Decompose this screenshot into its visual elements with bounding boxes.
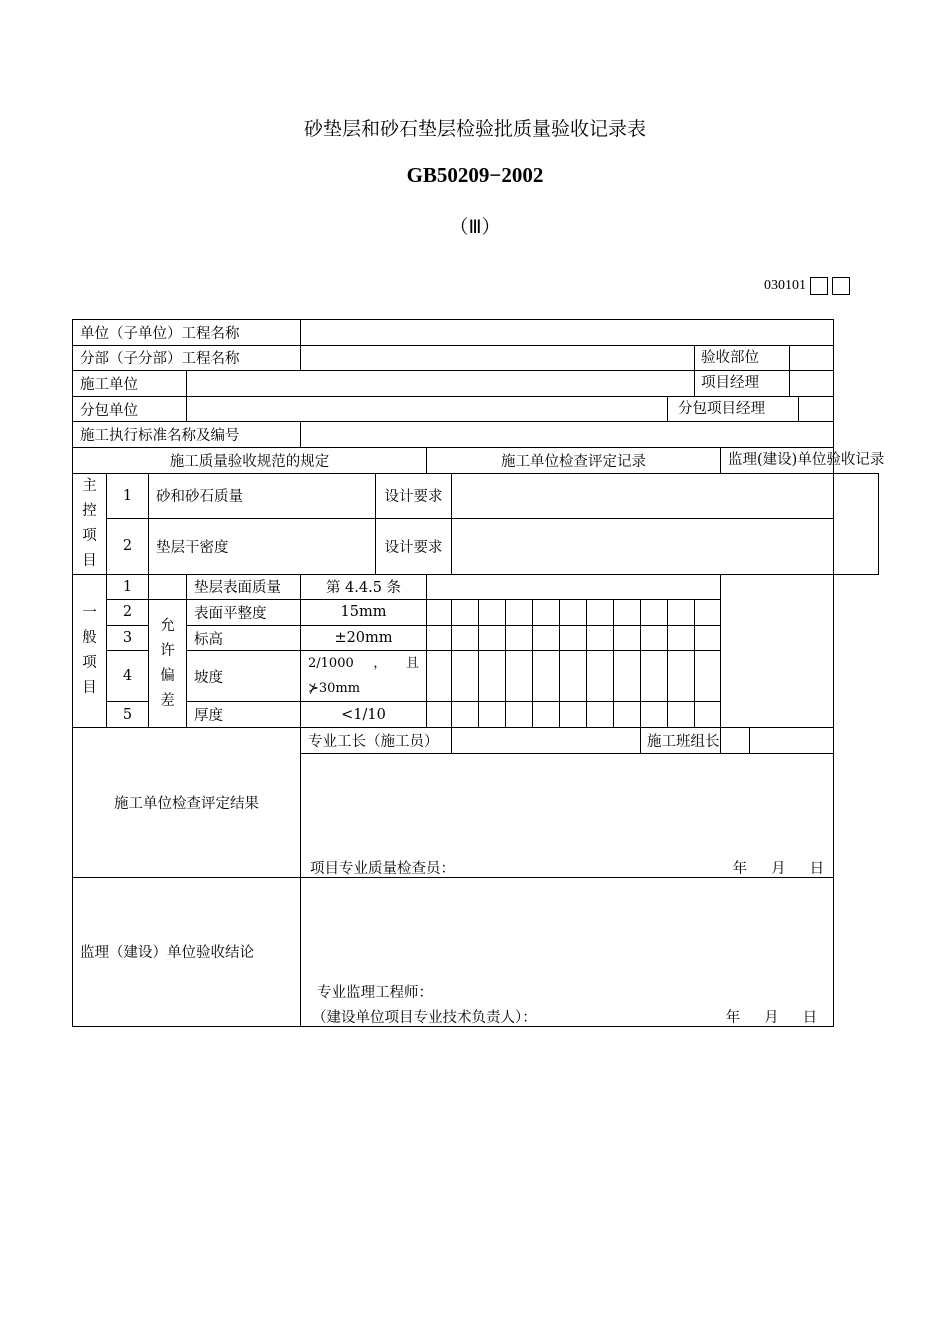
measure-cell[interactable] [533,702,560,728]
measure-cell[interactable] [479,625,506,651]
measure-cell[interactable] [479,702,506,728]
measure-cell[interactable] [427,625,452,651]
measure-cell[interactable] [506,625,533,651]
measure-cell[interactable] [560,651,587,702]
item-requirement: 15mm [301,600,427,626]
document-number-text: 030101 [764,278,806,293]
measure-cell[interactable] [452,600,479,626]
check-record-value[interactable] [452,473,834,518]
date-month: 月 [771,860,786,877]
measure-cell[interactable] [560,625,587,651]
engineer-label: 专业监理工程师： [317,984,433,1001]
measure-cell[interactable] [587,651,614,702]
sub-project-label: 分部（子分部）工程名称 [73,345,301,371]
item-requirement: 第 4.4.5 条 [301,574,427,600]
item-requirement: 设计要求 [376,519,452,575]
sub-project-manager-value[interactable] [799,397,833,422]
item-name: 砂和砂石质量 [149,473,376,518]
empty-cell [149,574,187,600]
measure-cell[interactable] [695,625,721,651]
project-manager-value[interactable] [790,371,833,396]
owner-label: （建设单位项目专业技术负责人）： [312,1009,537,1026]
inspector-label: 项目专业质量检查员： [310,860,455,877]
sub-project-manager-cell [668,396,834,422]
date-day: 日 [809,860,825,877]
date-month: 月 [764,1009,779,1026]
foreman-label: 专业工长（施工员） [301,727,452,753]
measure-cell[interactable] [533,625,560,651]
owner-date [702,1006,818,1027]
inspection-form-table [72,319,885,1027]
measure-cell[interactable] [427,600,452,626]
measure-cell[interactable] [533,600,560,626]
measure-cell[interactable] [695,600,721,626]
item-name: 厚度 [187,702,301,728]
project-manager-label: 项目经理 [695,371,790,396]
measure-cell[interactable] [479,651,506,702]
item-no: 3 [107,625,149,651]
measure-cell[interactable] [614,625,641,651]
supervision-record-value[interactable] [721,574,834,727]
tolerance-char: 许 [160,642,175,659]
document-number [764,277,850,295]
measure-cell[interactable] [641,625,668,651]
standard-value[interactable] [301,422,834,448]
measure-cell[interactable] [614,600,641,626]
tolerance-char: 允 [160,617,175,634]
check-record-value[interactable] [452,519,834,575]
inspector-date [709,857,825,878]
item-no: 4 [107,651,149,702]
accept-part-value[interactable] [790,346,833,371]
item-no: 1 [107,574,149,600]
subcontract-unit-value[interactable] [187,396,668,422]
measure-cell[interactable] [560,600,587,626]
sub-project-value[interactable] [301,345,695,371]
spec-header: 施工质量验收规范的规定 [73,447,427,473]
inspector-signature-line [310,857,824,878]
measure-cell[interactable] [587,625,614,651]
doc-number-box[interactable] [832,277,850,295]
construct-unit-label: 施工单位 [73,371,187,397]
date-year: 年 [732,860,748,877]
supervision-conclusion-value[interactable] [301,877,834,1026]
item-no: 1 [107,473,149,518]
measure-cell[interactable] [587,600,614,626]
measure-cell[interactable] [695,651,721,702]
main-control-group-label [73,473,107,574]
tolerance-char: 差 [160,692,175,709]
measure-cell[interactable] [506,651,533,702]
main-control-char: 项 [82,527,97,544]
measure-cell[interactable] [695,702,721,728]
measure-cell[interactable] [641,651,668,702]
supervision-record-value[interactable] [834,473,879,574]
construct-result-value[interactable] [301,753,834,877]
measure-cell[interactable] [668,625,695,651]
form-part: （Ⅲ） [449,216,501,238]
measure-cell[interactable] [479,600,506,626]
subcontract-unit-label: 分包单位 [73,396,187,422]
slope-req-and: 且 [405,656,419,672]
measure-cell[interactable] [668,651,695,702]
unit-project-value[interactable] [301,320,834,346]
item-name: 表面平整度 [187,600,301,626]
construct-result-label: 施工单位检查评定结果 [73,727,301,877]
accept-part-label: 验收部位 [695,346,790,371]
general-char: 般 [82,629,97,646]
item-name: 标高 [187,625,301,651]
date-year: 年 [725,1009,741,1026]
team-leader-label: 施工班组长 [641,727,721,753]
measure-cell[interactable] [506,600,533,626]
form-title: 砂垫层和砂石垫层检验批质量验收记录表 [303,118,646,140]
foreman-value[interactable] [452,727,641,753]
construct-unit-value[interactable] [187,371,695,397]
measure-cell[interactable] [614,702,641,728]
measure-cell[interactable] [614,651,641,702]
measure-cell[interactable] [641,600,668,626]
slope-req-limit: ⊁30mm [308,681,361,697]
main-control-char: 控 [82,502,97,519]
measure-cell[interactable] [427,702,452,728]
standard-label: 施工执行标准名称及编号 [73,422,301,448]
tolerance-char: 偏 [160,667,175,684]
measure-cell[interactable] [452,625,479,651]
measure-cell[interactable] [587,702,614,728]
general-group-label [73,574,107,727]
measure-cell[interactable] [668,702,695,728]
standard-code: GB50209−2002 [406,163,544,187]
item-no: 2 [107,519,149,575]
measure-cell[interactable] [452,651,479,702]
measure-cell[interactable] [427,651,452,702]
project-manager-cell [695,371,834,397]
owner-signature-line [312,1006,817,1027]
accept-part-cell [695,345,834,371]
slope-req-comma: ， [373,656,387,672]
item-name: 垫层干密度 [149,519,376,575]
sub-project-manager-label: 分包项目经理 [668,397,799,422]
check-record-header: 施工单位检查评定记录 [427,447,721,473]
doc-number-box[interactable] [810,277,828,295]
measure-cell[interactable] [668,600,695,626]
supervision-conclusion-label: 监理（建设）单位验收结论 [73,877,301,1026]
item-requirement: <1/10 [301,702,427,728]
item-name: 坡度 [187,651,301,702]
measure-cell[interactable] [452,702,479,728]
slope-req-line [308,651,419,676]
date-day: 日 [802,1009,818,1026]
supervision-header: 监理(建设)单位验收记录 [721,447,834,473]
item-requirement [301,651,427,702]
item-no: 2 [107,600,149,626]
measure-cell[interactable] [533,651,560,702]
slope-req-ratio: 2/1000 [308,656,354,672]
item-no: 5 [107,702,149,728]
unit-project-label: 单位（子单位）工程名称 [73,320,301,346]
item-requirement: 设计要求 [376,473,452,518]
general-char: 一 [82,604,97,621]
main-control-char: 主 [82,477,97,494]
team-leader-value[interactable] [750,728,833,753]
team-leader-spacer [721,728,750,753]
general-char: 目 [82,679,97,696]
measure-cell[interactable] [641,702,668,728]
measure-cell[interactable] [560,702,587,728]
general-char: 项 [82,654,97,671]
measure-cell[interactable] [506,702,533,728]
check-record-value[interactable] [427,574,721,600]
main-control-char: 目 [82,552,97,569]
team-leader-cell [721,727,834,753]
tolerance-label [149,600,187,728]
item-name: 垫层表面质量 [187,574,301,600]
item-requirement: ±20mm [301,625,427,651]
